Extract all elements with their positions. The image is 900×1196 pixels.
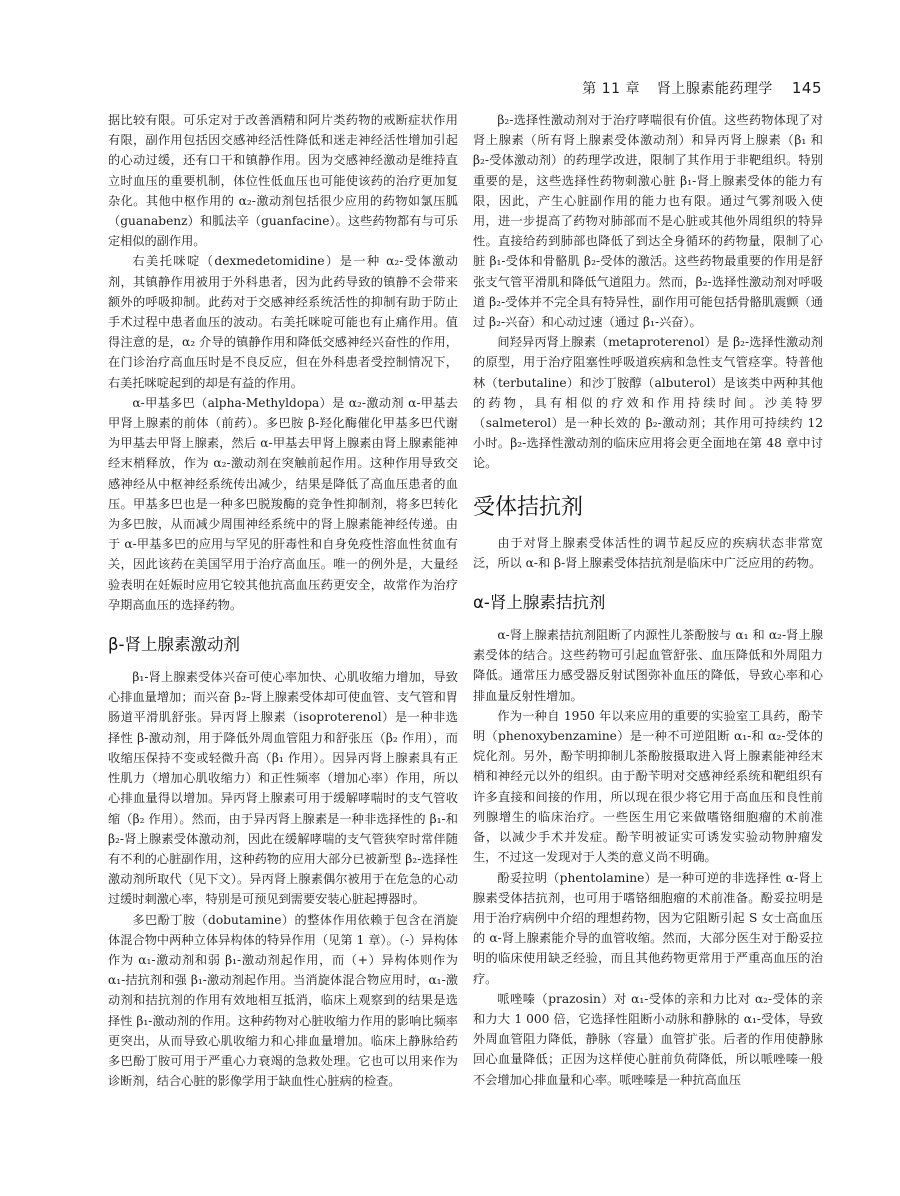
section-heading-beta-agonists: β-肾上腺素激动剂 [108, 635, 240, 655]
page-number: 145 [791, 79, 822, 97]
paragraph: 由于对肾上腺素受体活性的调节起反应的疾病状态非常宽泛，所以 α-和 β-肾上腺素受体拮抗剂是临床中广泛应用的药物。 [473, 535, 823, 570]
paragraph: 间羟异丙肾上腺素（metaproterenol）是 β₂-选择性激动剂的原型，用于治疗阻塞性呼吸道疾病和急性支气管痉挛。特普他林（terbutaline）和沙丁胺醇（albuterol）是该类中两种其他的药物，具有相似的疗效和作用持续时间。沙美特罗（salmeterol）是一种长效的 β₂-激动剂；其作用可持续约 12 小时。β₂-选择性激动剂的临床应用将会更全面地在第 48 章中讨论。 [473, 335, 823, 471]
paragraph: β₂-选择性激动剂对于治疗哮喘很有价值。这些药物体现了对肾上腺素（所有肾上腺素受体激动剂）和异丙肾上腺素（β₁ 和 β₂-受体激动剂）的药理学改进，限制了其作用于非靶组织。特别重要的是，这些选择性药物刺激心脏 β₁-肾上腺素受体的能力有限，因此，产生心脏副作用的能力也有限。通过气雾剂吸入使用，进一步提高了药物对肺部而不是心脏或其他外周组织的特异性。直接给药到肺部也降低了到达全身循环的药物量，限制了心脏 β₁-受体和骨骼肌 β₂-受体的激活。这些药物最重要的作用是舒张支气管平滑肌和降低气道阻力。然而，β₂-选择性激动剂对呼吸道 β₂-受体并不完全具有特异性，副作用可能包括骨骼肌震颤（通过 β₂-兴奋）和心动过速（通过 β₁-兴奋）。 [473, 113, 823, 330]
paragraph: 作为一种自 1950 年以来应用的重要的实验室工具药，酚苄明（phenoxybenzamine）是一种不可逆阻断 α₁-和 α₂-受体的烷化剂。另外，酚苄明抑制儿茶酚胺摄取进入肾上腺素能神经末梢和神经元以外的组织。由于酚苄明对交感神经系统和靶组织有许多直接和间接的作用，所以现在很少将它用于高血压和良性前列腺增生的临床治疗。一些医生用它来做嗜铬细胞瘤的术前准备，以减少手术并发症。酚苄明被证实可诱发实验动物肿瘤发生，不过这一发现对于人类的意义尚不明确。 [473, 708, 823, 865]
right-column [473, 110, 823, 1090]
section-heading-alpha-antagonists: α-肾上腺素拮抗剂 [473, 593, 606, 613]
paragraph: β₁-肾上腺素受体兴奋可使心率加快、心肌收缩力增加，导致心排血量增加；而兴奋 β₂-肾上腺素受体却可使血管、支气管和胃肠道平滑肌舒张。异丙肾上腺素（isoproterenol）是一种非选择性 β-激动剂，用于降低外周血管阻力和舒张压（β₂ 作用），而收缩压保持不变或轻微升高（β₁ 作用）。因异丙肾上腺素具有正性肌力（增加心肌收缩力）和正性频率（增加心率）作用，所以心排血量得以增加。异丙肾上腺素可用于缓解哮喘时的支气管收缩（β₂ 作用）。然而，由于异丙肾上腺素是一种非选择性的 β₁-和 β₂-肾上腺素受体激动剂，因此在缓解哮喘的支气管狭窄时常伴随有不利的心脏副作用，这种药物的应用大部分已被新型 β₂-选择性激动剂所取代（见下文）。异丙肾上腺素偶尔被用于在危急的心动过缓时刺激心率，特别是可预见到需要安装心脏起搏器时。 [108, 670, 458, 907]
paragraph: 多巴酚丁胺（dobutamine）的整体作用依赖于包含在消旋体混合物中两种立体异构体的特异作用（见第 1 章）。（-）异构体作为 α₁-激动剂和弱 β₁-激动剂起作用，而（+）异构体则作为 α₁-拮抗剂和强 β₁-激动剂起作用。当消旋体混合物应用时，α₁-激动剂和拮抗剂的作用有效地相互抵消，临床上观察到的结果是选择性 β₁-激动剂的作用。这种药物对心脏收缩力作用的影响比频率更突出，从而导致心肌收缩力和心排血量增加。临床上静脉给药多巴酚丁胺可用于严重心力衰竭的急救处理。它也可以用来作为诊断剂，结合心脏的影像学用于缺血性心脏病的检查。 [108, 912, 458, 1089]
paragraph: 据比较有限。可乐定对于改善酒精和阿片类药物的戒断症状作用有限，副作用包括因交感神经活性降低和迷走神经活性增加引起的心动过缓，还有口干和镇静作用。因为交感神经激动是维持直立时血压的重要机制，体位性低血压也可能使该药的治疗更加复杂化。其他中枢作用的 α₂-激动剂包括很少应用的药物如氯压胍（guanabenz）和胍法辛（guanfacine）。这些药物都有与可乐定相似的副作用。 [108, 113, 458, 249]
paragraph: 哌唑嗪（prazosin）对 α₁-受体的亲和力比对 α₂-受体的亲和力大 1 000 倍，它选择性阻断小动脉和静脉的 α₁-受体，导致外周血管阻力降低，静脉（容量）血管扩张。后者的作用使静脉回心血量降低；正因为这样使心脏前负荷降低，所以哌唑嗪一般不会增加心排血量和心率。哌唑嗪是一种抗高血压 [473, 991, 823, 1087]
running-header [582, 78, 822, 98]
paragraph: α-甲基多巴（alpha-Methyldopa）是 α₂-激动剂 α-甲基去甲肾上腺素的前体（前药）。多巴胺 β-羟化酶催化甲基多巴代谢为甲基去甲肾上腺素，然后 α-甲基去甲肾上腺素由肾上腺素能神经末梢释放，作为 α₂-激动剂在突触前起作用。这种作用导致交感神经从中枢神经系统传出减少，结果是降低了高血压患者的血压。甲基多巴也是一种多巴脱羧酶的竞争性抑制剂，将多巴转化为多巴胺，从而减少周围神经系统中的肾上腺素能神经传递。由于 α-甲基多巴的应用与罕见的肝毒性和自身免疫性溶血性贫血有关，因此该药在美国罕用于治疗高血压。唯一的例外是，大量经验表明在妊娠时应用它较其他抗高血压药更安全，故常作为治疗孕期高血压的选择药物。 [108, 395, 458, 612]
chapter-title: 肾上腺素能药理学 [656, 81, 773, 97]
chapter-number: 第 11 章 [582, 81, 640, 97]
paragraph: 右美托咪啶（dexmedetomidine）是一种 α₂-受体激动剂，其镇静作用被用于外科患者，因为此药导致的镇静不会带来额外的呼吸抑制。此药对于交感神经系统活性的抑制有助于防止手术过程中患者血压的波动。右美托咪啶可能也有止痛作用。值得注意的是，α₂ 介导的镇静作用和降低交感神经兴奋性的作用，在门诊治疗高血压时是不良反应，但在外科患者受控制情况下，右美托咪啶起到的却是有益的作用。 [108, 254, 458, 390]
paragraph: 酚妥拉明（phentolamine）是一种可逆的非选择性 α-肾上腺素受体拮抗剂，也可用于嗜铬细胞瘤的术前准备。酚妥拉明是用于治疗病例中介绍的理想药物，因为它阻断引起 S 女士高血压的 α-肾上腺素能介导的血管收缩。然而，大部分医生对于酚妥拉明的临床使用缺乏经验，而且其他药物更常用于严重高血压的治疗。 [473, 870, 823, 986]
paragraph: α-肾上腺素拮抗剂阻断了内源性儿茶酚胺与 α₁ 和 α₂-肾上腺素受体的结合。这些药物可引起血管舒张、血压降低和外周阻力降低。通常压力感受器反射试图弥补血压的降低，导致心率和心排血量反射性增加。 [473, 628, 823, 703]
left-column [108, 110, 458, 1091]
section-heading-receptor-antagonists: 受体拮抗剂 [473, 494, 584, 520]
